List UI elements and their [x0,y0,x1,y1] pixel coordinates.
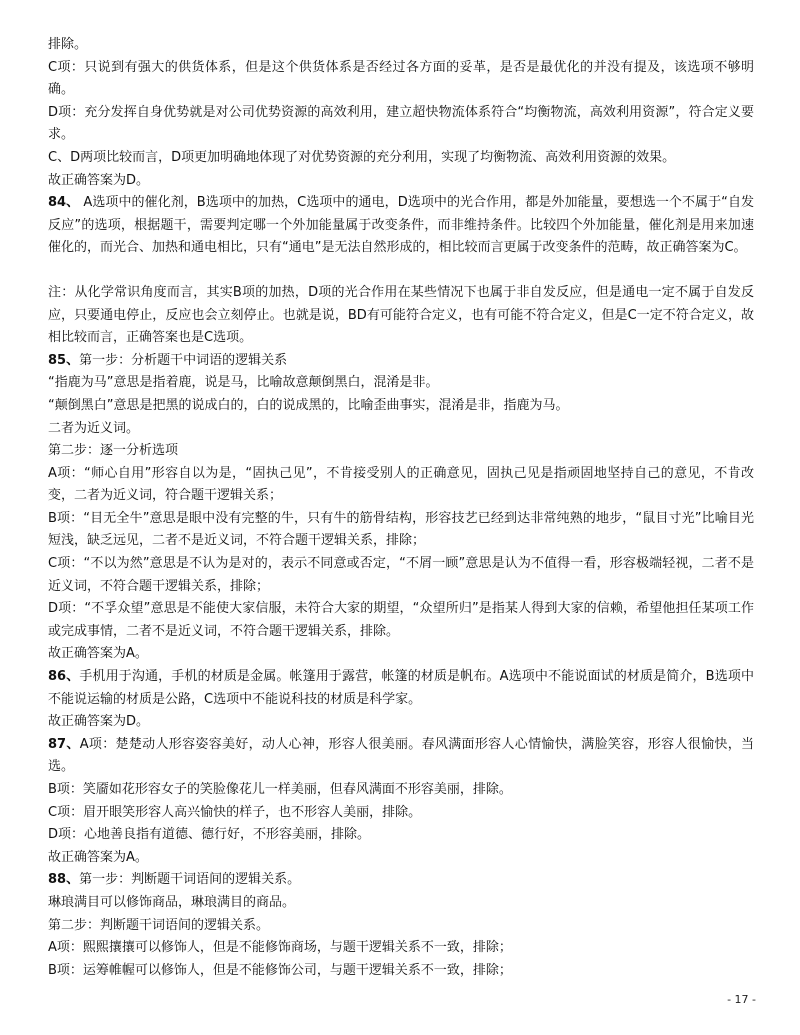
paragraph-text: 故正确答案为A。 [48,849,148,865]
question-number: 85、 [48,352,80,368]
paragraph-text: 手机用于沟通，手机的材质是金属。帐篷用于露营，帐篷的材质是帆布。A选项中不能说面试的材质是简介，B选项中不能说运输的材质是公路，C选项中不能说科技的材质是科学家。 [48,669,754,707]
paragraph-text: 琳琅满目可以修饰商品，琳琅满目的商品。 [48,894,296,910]
paragraph-text: A项：楚楚动人形容姿容美好，动人心神，形容人很美丽。春风满面形容人心情愉快，满脸笑容，形容人很愉快，当选。 [48,736,754,775]
paragraph-text: 第二步：逐一分析选项 [48,443,179,459]
paragraph [48,147,754,170]
paragraph [48,937,754,960]
paragraph-gap [48,260,754,282]
paragraph [48,350,754,373]
paragraph-text: 注：从化学常识角度而言，其实B项的加热，D项的光合作用在某些情况下也属于非自发反应，但是通电一定不属于自发反应，只要通电停止，反应也会立刻停止。也就是说，BD有可能符合定义，也有可能不符合定义，但是C一定不符合定义，故相比较而言，正确答案也是C选项。 [48,284,754,346]
paragraph-text: 第一步：判断题干词语间的逻辑关系。 [79,872,301,888]
paragraph [48,57,754,102]
document-body [48,34,754,982]
question-number: 86、 [48,669,80,685]
paragraph [48,192,754,260]
paragraph [48,734,754,779]
paragraph [48,440,754,463]
paragraph [48,824,754,847]
paragraph [48,508,754,553]
paragraph [48,711,754,734]
paragraph [48,418,754,441]
paragraph [48,892,754,915]
paragraph [48,869,754,892]
paragraph [48,102,754,147]
paragraph-text: B项：笑靥如花形容女子的笑脸像花儿一样美丽，但春风满面不形容美丽，排除。 [48,782,512,797]
paragraph-text: 故正确答案为D。 [48,714,150,730]
paragraph [48,282,754,350]
paragraph-text: 故正确答案为A。 [48,646,148,662]
paragraph-text: A选项中的催化剂，B选项中的加热，C选项中的通电，D选项中的光合作用，都是外加能量，要想选一个不属于“自发反应”的选项，根据题干，需要判定哪一个外加能量属于改变条件，而非维持条件。比较四个外加能量，催化剂是用来加速催化的，而光合、加热和通电相比，只有“通电”是无法自然形成的，相比较而言更属于改变条件的范畴，故正确答案为C。 [48,195,754,256]
paragraph [48,463,754,508]
paragraph [48,170,754,193]
paragraph [48,802,754,825]
paragraph [48,598,754,643]
paragraph-text: “颠倒黑白”意思是把黑的说成白的，白的说成黑的，比喻歪曲事实，混淆是非，指鹿为马。 [48,397,569,413]
paragraph-text: A项：“师心自用”形容自以为是，“固执己见”，不肯接受别人的正确意见，固执己见是指顽固地坚持自己的意见，不肯改变，二者为近义词，符合题干逻辑关系； [48,465,754,504]
paragraph-text: 二者为近义词。 [48,420,140,436]
paragraph [48,553,754,598]
paragraph-text: “指鹿为马”意思是指着鹿，说是马，比喻故意颠倒黑白，混淆是非。 [48,375,439,391]
paragraph [48,960,754,983]
paragraph-text: 第二步：判断题干词语间的逻辑关系。 [48,917,270,933]
paragraph-text: C项：只说到有强大的供货体系，但是这个供货体系是否经过各方面的妥革，是否是最优化的并没有提及，该选项不够明确。 [48,59,754,98]
paragraph [48,779,754,802]
page-number: - 17 - [727,993,756,1006]
paragraph [48,915,754,938]
question-number: 84、 [48,195,80,211]
paragraph-text: 排除。 [48,37,88,52]
question-number: 87、 [48,736,80,752]
paragraph-text: A项：熙熙攘攘可以修饰人，但是不能修饰商场，与题干逻辑关系不一致，排除； [48,940,512,956]
paragraph-text: 故正确答案为D。 [48,172,150,188]
paragraph [48,643,754,666]
paragraph [48,34,754,57]
paragraph-text: C、D两项比较而言，D项更加明确地体现了对优势资源的充分利用，实现了均衡物流、高效利用资源的效果。 [48,149,676,165]
paragraph [48,847,754,870]
question-number: 88、 [48,872,80,888]
paragraph [48,372,754,395]
paragraph-text: C项：眉开眼笑形容人高兴愉快的样子，也不形容人美丽，排除。 [48,804,422,820]
paragraph-text: D项：“不孚众望”意思是不能使大家信服，未符合大家的期望，“众望所归”是指某人得到大家的信赖，希望他担任某项工作或完成事情，二者不是近义词，不符合题干逻辑关系，排除。 [48,601,754,639]
paragraph-text: D项：充分发挥自身优势就是对公司优势资源的高效利用，建立超快物流体系符合“均衡物流，高效利用资源”，符合定义要求。 [48,104,754,143]
paragraph-text: D项：心地善良指有道德、德行好，不形容美丽，排除。 [48,827,371,843]
paragraph [48,395,754,418]
paragraph-text: 第一步：分析题干中词语的逻辑关系 [79,352,288,368]
paragraph-text: B项：运筹帷幄可以修饰人，但是不能修饰公司，与题干逻辑关系不一致，排除； [48,962,512,978]
paragraph [48,666,754,711]
paragraph-text: C项：“不以为然”意思是不认为是对的，表示不同意或否定，“不屑一顾”意思是认为不值得一看，形容极端轻视，二者不是近义词，不符合题干逻辑关系，排除； [48,556,754,594]
paragraph-text: B项：“目无全牛”意思是眼中没有完整的牛，只有牛的筋骨结构，形容技艺已经到达非常纯熟的地步，“鼠目寸光”比喻目光短浅，缺乏远见，二者不是近义词，不符合题干逻辑关系，排除； [48,510,754,549]
